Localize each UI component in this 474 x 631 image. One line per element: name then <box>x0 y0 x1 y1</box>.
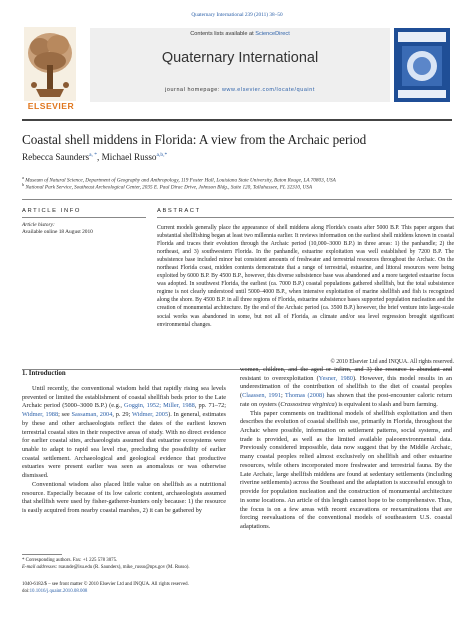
author-affiliation-marks[interactable]: a,b,* <box>156 152 168 158</box>
article-history-value: Available online 18 August 2010 <box>22 229 93 235</box>
footnote-text: Corresponding authors. Fax: +1 225 578 3075. <box>24 558 118 563</box>
journal-homepage <box>90 87 390 93</box>
author-list <box>22 152 452 162</box>
reference-link[interactable]: Widmer, 1988 <box>22 411 59 419</box>
abstract-copyright: © 2010 Elsevier Ltd and INQUA. All rights reserved. <box>330 359 454 365</box>
journal-cover-art <box>398 32 446 98</box>
affiliation-text: National Park Service, Southeast Archeological Center, 2035 E. Paul Dirac Drive, Johnson Bldg., Suite 120, Tallahassee, FL 32310, USA <box>25 184 313 191</box>
article-info-rule <box>22 217 146 218</box>
corresponding-author-footnote <box>22 557 232 571</box>
reference-link[interactable]: Widmer, 2005 <box>132 411 169 419</box>
species-name: Crassostrea virginica <box>280 400 335 408</box>
body-paragraph: This paper comments on traditional models of shellfish exploitation and then describes the evolution of coastal shellfish use, primarily in Florida, throughout the Archaic where possible, information on settlement patterns, social systems, and trade is provided, as well as the limited available paleoenvironmental data. Previously considered impossible, data now suggest that by the Middle Archaic, many coastal peoples relied almost exclusively on shellfish and other estuarine resources, while others incorporated more freshwater and terrestrial fauna. By the Late Archaic, large shellfish middens are found at sedentary settlements (including riverine settlements) across the Southeast and the adaptation is successful enough to provide for population nucleation and the construction of monumental architecture in some locations. An article of this length cannot hope to be comprehensive. Thus, the focus is on a few areas with recent excavations or reexaminations that are forcing reevaluations of the conventional models of southeastern U.S. coastal adaptations. <box>240 409 452 530</box>
issn-line: 1040-6182/$ – see front matter © 2010 Elsevier Ltd and INQUA. All rights reserved. <box>22 582 189 587</box>
body-left-column <box>22 385 226 516</box>
article-title: Coastal shell middens in Florida: A view from the Archaic period <box>22 132 367 147</box>
email-addresses[interactable]: rsaunde@lsu.edu (R. Saunders), mike_russo@nps.gov (M. Russo). <box>57 565 190 570</box>
reference-link[interactable]: Sassaman, 2004 <box>71 411 113 419</box>
reference-link[interactable]: Thomas (2008) <box>284 392 325 400</box>
footnote-rule <box>22 554 62 555</box>
body-paragraph: Until recently, the conventional wisdom held that rapidly rising sea levels prevented or limited the establishment of coastal shellfish beds prior to the Late Archaic period (5000–3000 B.P.) (e.g., Goggin, 1952; Miller, 1988, pp. 71–72; Widmer, 1988; see Sassaman, 2004, p. 29; Widmer, 2005). In general, estimates by these and other archaeologists reflect the dates of the earliest known terrestrial coastal sites in their respective areas of study. With no direct evidence for earlier coastal sites, archaeologists assumed that estuarine ecosystems were unable to adapt to rapid sea level rise, precluding the possibility of earlier coastal settlement. Archaeological and geological evidence that productive estuaries were present earlier was seen as anomalous or was otherwise dismissed. <box>22 385 227 480</box>
front-matter-footer <box>22 581 322 595</box>
header-rule <box>22 119 452 121</box>
footnote-mark: * <box>22 558 25 563</box>
homepage-link[interactable]: www.elsevier.com/locate/quaint <box>222 87 315 93</box>
author-name[interactable]: Rebecca Saunders <box>22 152 90 163</box>
author-name[interactable]: Michael Russo <box>101 152 157 163</box>
article-history-label: Article history: <box>22 222 55 228</box>
author-affiliation-marks[interactable]: a, * <box>89 152 98 158</box>
journal-title: Quaternary International <box>161 50 319 66</box>
sciencedirect-link[interactable]: ScienceDirect <box>255 31 290 37</box>
abstract-text <box>157 224 454 329</box>
elsevier-tree-logo <box>24 27 76 101</box>
reference-link[interactable]: Yesner, 1980 <box>318 374 353 382</box>
body-right-column <box>240 366 452 532</box>
doi-link[interactable]: 10.1016/j.quaint.2010.08.008 <box>29 589 88 594</box>
affiliation-mark: b <box>22 182 25 187</box>
body-paragraph: Conventional wisdom also placed little value on shellfish as a nutritional resource. Especially because of its low caloric content, archaeologists assumed that shellfish were used by fisher-gatherer-hunters only because: 1) the resource is easily acquired from nearby coastal marshes, 2) it can be gathered by <box>22 480 226 515</box>
introduction-heading: 1. Introduction <box>22 370 66 377</box>
author-separator: , <box>97 152 102 163</box>
email-label: E-mail addresses: <box>22 565 58 570</box>
homepage-prefix: journal homepage: <box>165 87 223 93</box>
doi-prefix: doi: <box>22 589 30 594</box>
affiliation-mark: a <box>22 175 24 180</box>
abstract-heading: ABSTRACT <box>157 208 201 214</box>
article-info-heading: ARTICLE INFO <box>22 208 82 214</box>
contents-availability <box>90 31 390 37</box>
reference-link[interactable]: Goggin, 1952; Miller, 1988 <box>124 402 195 410</box>
reference-link[interactable]: Claassen, 1991 <box>242 392 281 400</box>
abstract-rule <box>157 217 454 218</box>
journal-citation[interactable]: Quaternary International 239 (2011) 38–50 <box>191 12 283 18</box>
publisher-name: ELSEVIER <box>27 101 75 111</box>
body-paragraph: women, children, and the aged or infirm, and 3) the resource is abundant and resistant to overexploitation (Yesner, 1980). However, this model results in an underestimation of the contribution of shellfish to the diet of coastal peoples (Claassen, 1991; Thomas (2008) has shown that the post-encounter caloric return rate on oysters (Crassostrea virginica) is equivalent to slash and burn farming. <box>240 366 452 408</box>
front-matter-rule <box>22 199 452 200</box>
affiliation-text: Museum of Natural Science, Department of Geography and Anthropology, 119 Foster Hall, Louisiana State University, Baton Rouge, LA 70803, USA <box>25 177 336 184</box>
abstract-paragraph: Current models generally place the appearance of shell middens along Florida's coasts after 5000 B.P. This paper argues that substantial shellfishing began at least two millennia earlier. It reviews information on the earliest shell middens known in coastal Florida and traces their evolution through the Archaic period (10,000–3000 B.P.) in three areas: 1) the panhandle; 2) the northeast, and 3) southwestern Florida. In the panhandle, estuarine exploitation was well established by 7200 B.P. The subsistence base included minor but consistent amounts of freshwater and terrestrial resources throughout the Archaic. On the northeast Florida coast, midden contents demonstrate that a range of terrestrial, estuarine, and littoral resources were being exploited by 6000 B.P. By 4500 B.P., however, this diverse subsistence base was abandoned and a more targeted estuarine focus was adopted. In southwest Florida, the earliest (ca. 7000 B.P.) coastal populations gathered shellfish, but the total subsistence regime is not clearly understood until 5000–4000 B.P., when intensive exploitation of marine shellfish and fish is recognized along the shore. By 4500 B.P. in all three regions of Florida, estuarine subsistence bases supported population nucleation and the creation of monumental architecture. By the end of the Archaic period (ca. 3500 B.P.) however, the brief venture into large-scale social works was abandoned in some, but not all of Florida, as climate and/or sea level regression brought significant environmental changes. <box>157 225 454 328</box>
affiliation-b <box>22 182 452 191</box>
contents-prefix: Contents lists available at <box>190 31 256 37</box>
